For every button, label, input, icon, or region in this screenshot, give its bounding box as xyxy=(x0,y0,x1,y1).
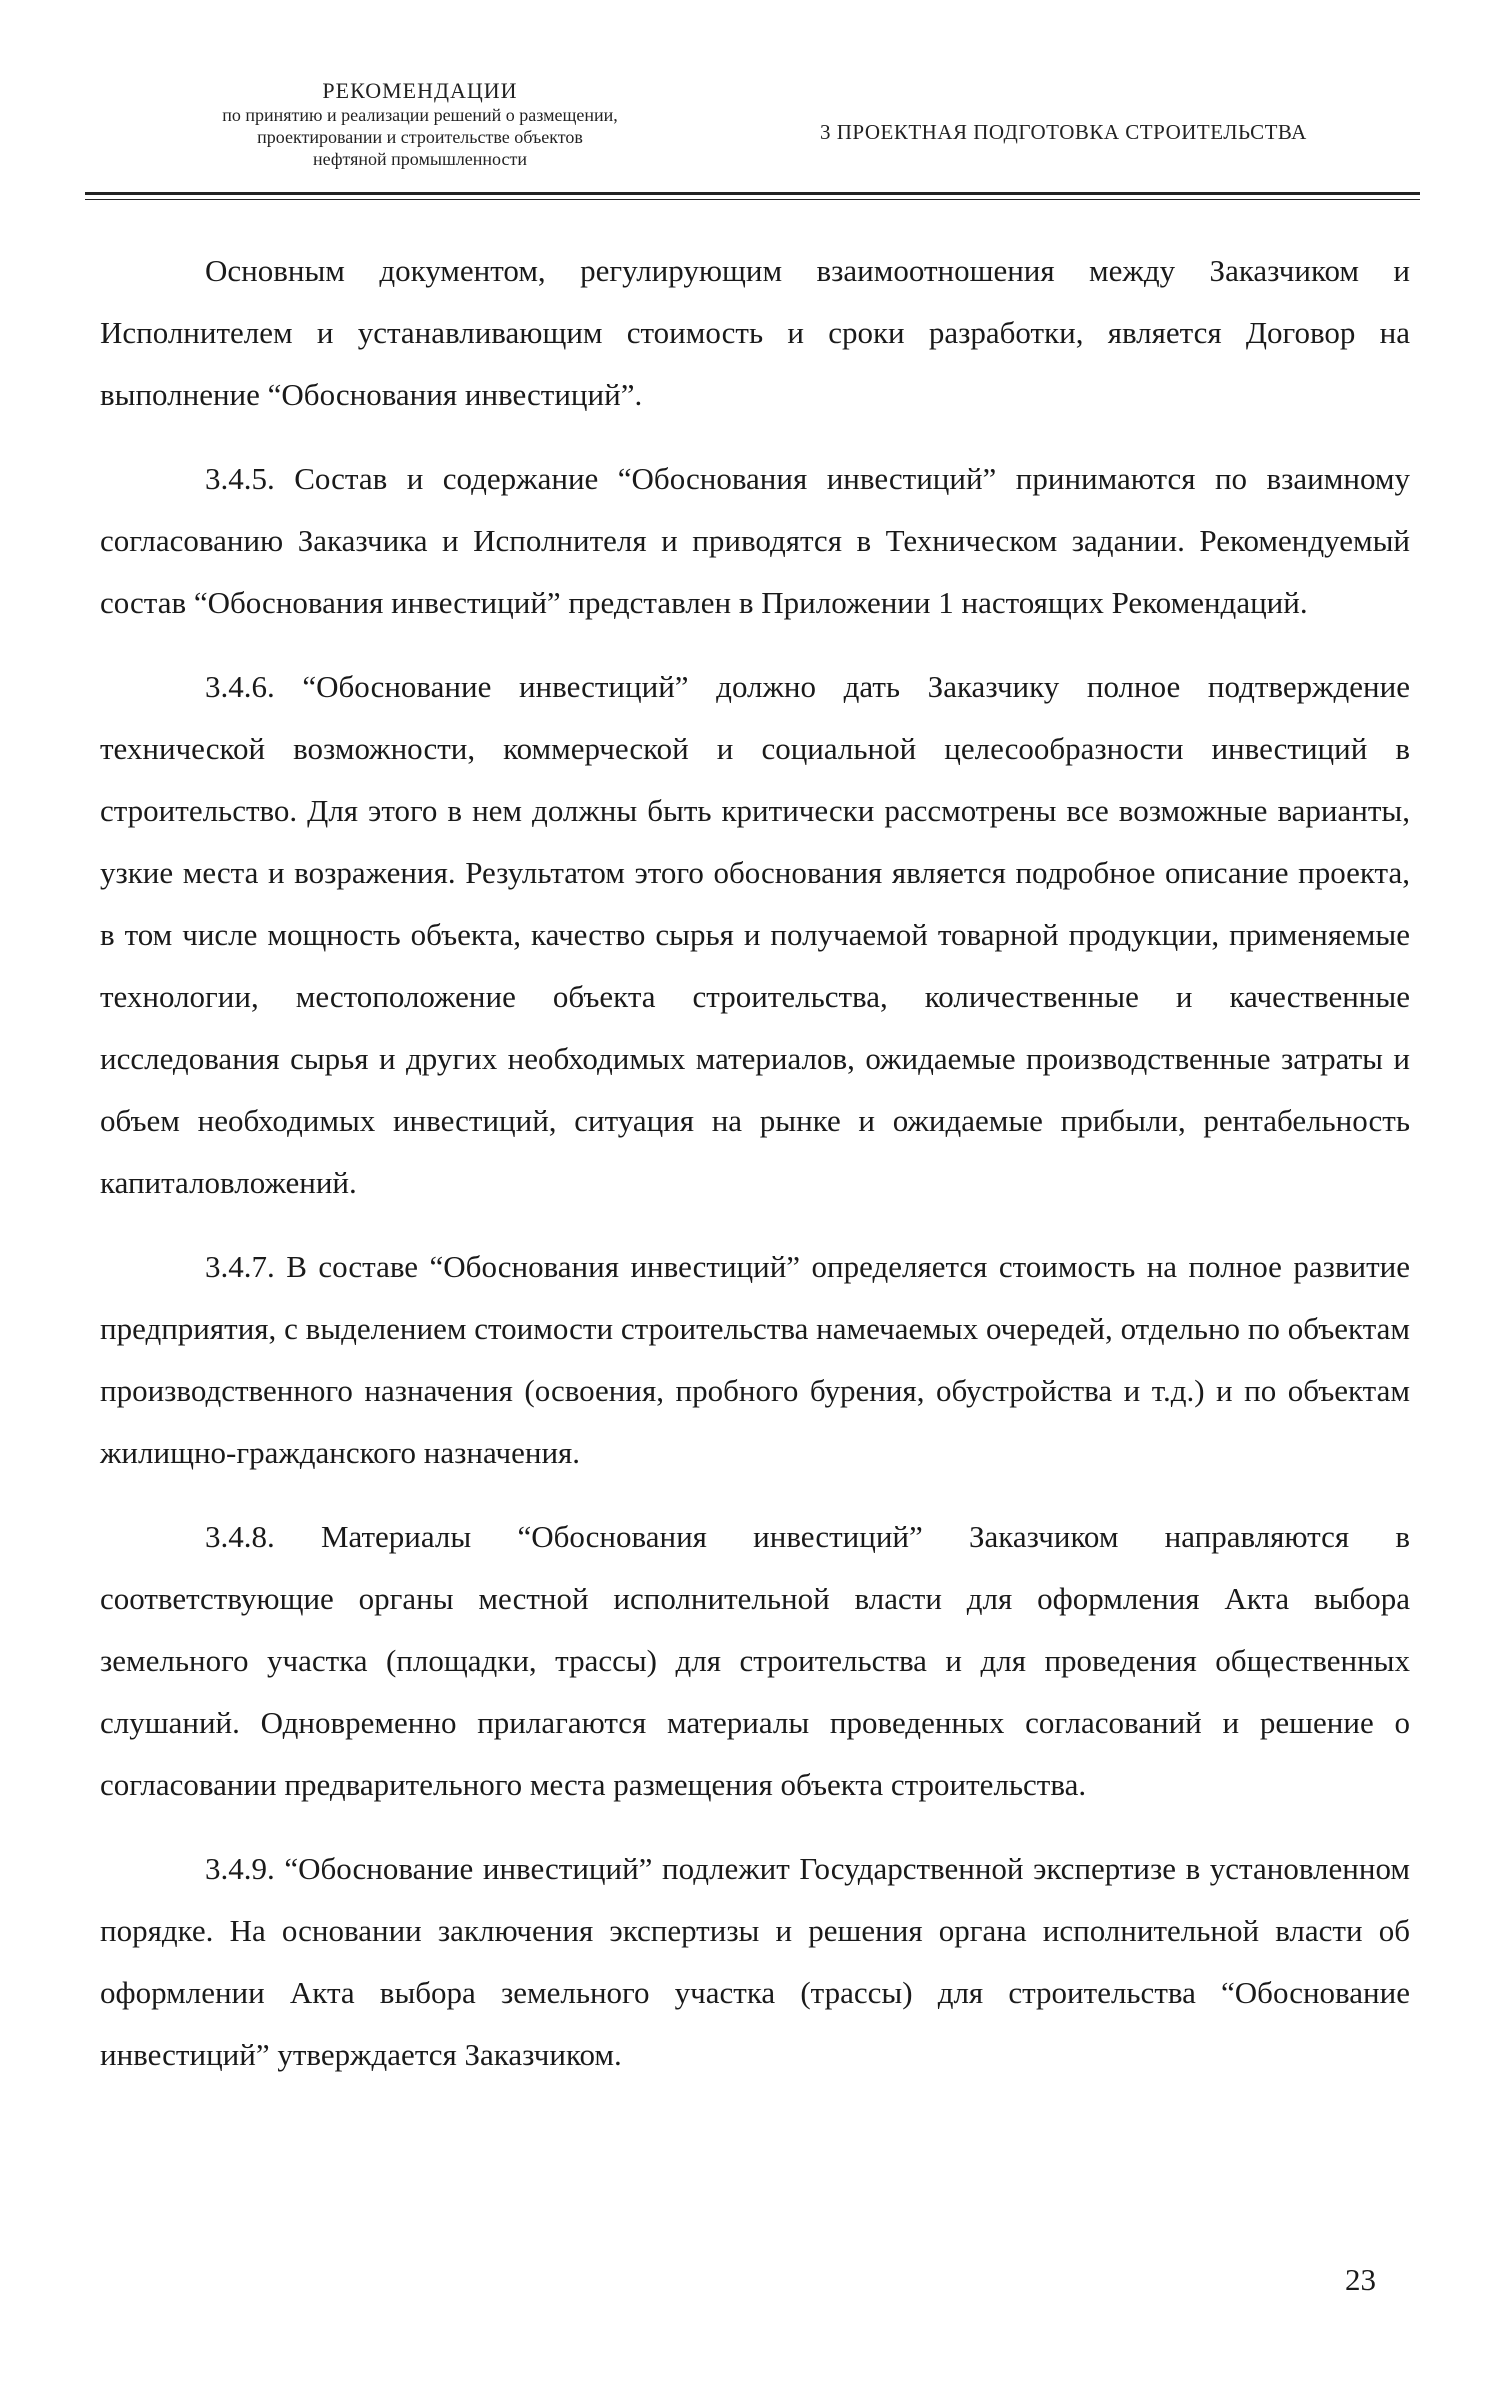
paragraph-3-4-8: 3.4.8. Материалы “Обоснования инвестиций” Заказчиком направляются в соответствующие органы местной исполнительной власти для оформления Акта выбора земельного участка (площадки, трассы) для строительства и для проведения общественных слушаний. Одновременно прилагаются материалы проведенных согласований и решение о согласовании предварительного места размещения объекта строительства. xyxy=(100,1519,1410,1802)
paragraph-intro: Основным документом, регулирующим взаимоотношения между Заказчиком и Исполнителем и устанавливающим стоимость и сроки разработки, является Договор на выполнение “Обоснования инвестиций”. xyxy=(100,253,1410,412)
paragraph-3-4-6: 3.4.6. “Обоснование инвестиций” должно дать Заказчику полное подтверждение технической возможности, коммерческой и социальной целесообразности инвестиций в строительство. Для этого в нем должны быть критически рассмотрены все возможные варианты, узкие места и возражения. Результатом этого обоснования является подробное описание проекта, в том числе мощность объекта, качество сырья и получаемой товарной продукции, применяемые технологии, местоположение объекта строительства, количественные и качественные исследования сырья и других необходимых материалов, ожидаемые производственные затраты и объем необходимых инвестиций, ситуация на рынке и ожидаемые прибыли, рентабельность капиталовложений. xyxy=(100,669,1410,1200)
header-rule-thick xyxy=(85,192,1420,195)
document-title: РЕКОМЕНДАЦИИ xyxy=(322,78,518,103)
section-title: 3 ПРОЕКТНАЯ ПОДГОТОВКА СТРОИТЕЛЬСТВА xyxy=(820,120,1307,144)
document-body xyxy=(100,240,1410,2086)
document-subtitle-line-1: по принятию и реализации решений о размещении, xyxy=(222,105,618,125)
document-title-block xyxy=(120,78,720,170)
header-rule-thin xyxy=(85,199,1420,200)
page-header xyxy=(0,0,1509,200)
paragraph-3-4-7: 3.4.7. В составе “Обоснования инвестиций” определяется стоимость на полное развитие предприятия, с выделением стоимости строительства намечаемых очередей, отдельно по объектам производственного назначения (освоения, пробного бурения, обустройства и т.д.) и по объектам жилищно-гражданского назначения. xyxy=(100,1249,1410,1470)
document-subtitle-line-2: проектировании и строительстве объектов xyxy=(257,127,583,147)
paragraph-3-4-5: 3.4.5. Состав и содержание “Обоснования инвестиций” принимаются по взаимному согласованию Заказчика и Исполнителя и приводятся в Техническом задании. Рекомендуемый состав “Обоснования инвестиций” представлен в Приложении 1 настоящих Рекомендаций. xyxy=(100,461,1410,620)
document-subtitle-line-3: нефтяной промышленности xyxy=(313,149,527,169)
paragraph-3-4-9: 3.4.9. “Обоснование инвестиций” подлежит Государственной экспертизе в установленном порядке. На основании заключения экспертизы и решения органа исполнительной власти об оформлении Акта выбора земельного участка (трассы) для строительства “Обоснование инвестиций” утверждается Заказчиком. xyxy=(100,1851,1410,2072)
page-number: 23 xyxy=(1345,2262,1376,2297)
